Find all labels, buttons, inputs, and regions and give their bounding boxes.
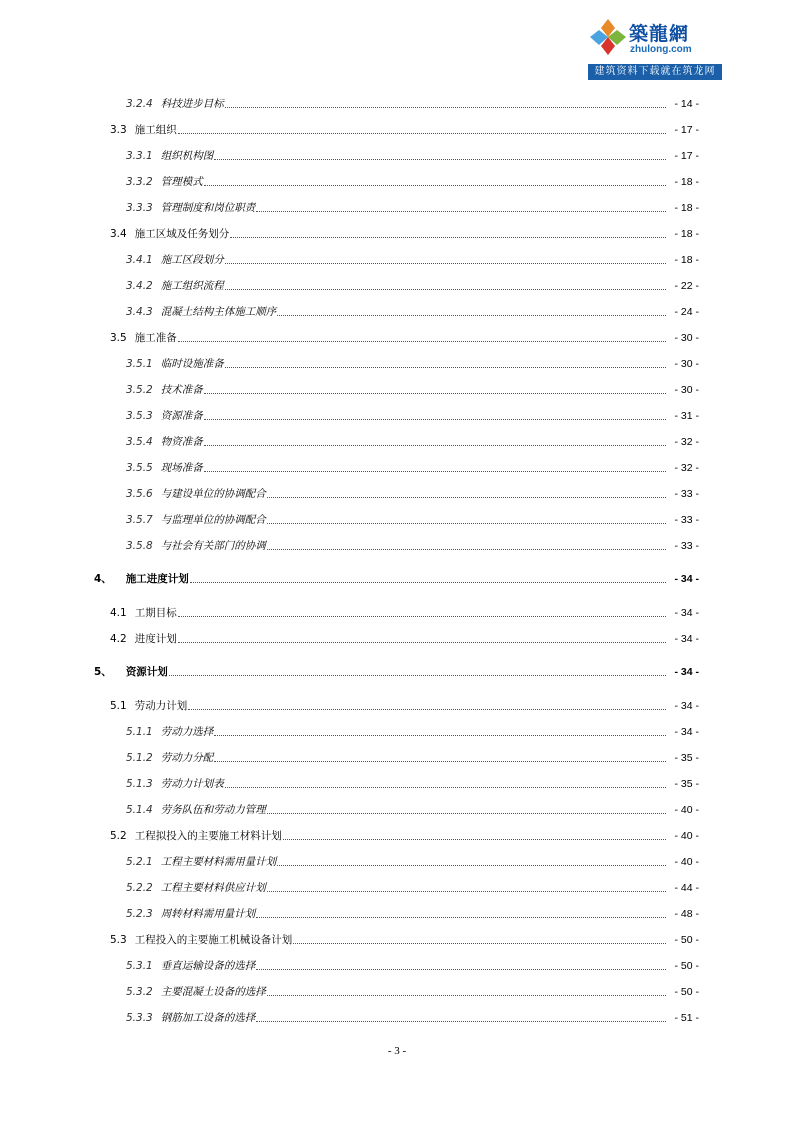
toc-title: 资源准备	[160, 410, 203, 422]
toc-entry[interactable]	[110, 699, 699, 713]
toc-page: - 17 -	[674, 150, 699, 162]
toc-number: 3.2.4	[126, 98, 153, 110]
toc-entry[interactable]	[126, 279, 699, 293]
toc-title: 劳动力分配	[160, 752, 214, 764]
toc-number: 5.3.1	[126, 960, 153, 972]
toc-entry[interactable]	[126, 959, 699, 973]
toc-page: - 34 -	[674, 633, 699, 645]
toc-entry[interactable]	[126, 985, 699, 999]
toc-entry[interactable]	[110, 606, 699, 620]
toc-page: - 33 -	[674, 540, 699, 552]
toc-entry[interactable]	[126, 725, 699, 739]
toc-leader	[204, 470, 667, 472]
toc-title: 现场准备	[160, 462, 203, 474]
toc-number: 5.1.2	[126, 752, 153, 764]
toc-page: - 18 -	[674, 254, 699, 266]
toc-title: 技术准备	[160, 384, 203, 396]
toc-leader	[225, 106, 667, 108]
toc-leader	[267, 522, 667, 524]
toc-page: - 50 -	[674, 960, 699, 972]
toc-page: - 18 -	[674, 228, 699, 240]
toc-leader	[225, 262, 667, 264]
toc-leader	[256, 1020, 666, 1022]
toc-page: - 33 -	[674, 514, 699, 526]
toc-entry[interactable]	[94, 572, 699, 586]
toc-number: 5.3.2	[126, 986, 153, 998]
toc-entry[interactable]	[126, 305, 699, 319]
toc-title: 管理制度和岗位职责	[160, 202, 256, 214]
toc-leader	[204, 444, 667, 446]
toc-leader	[293, 942, 666, 944]
toc-leader	[214, 760, 666, 762]
toc-leader	[169, 674, 667, 676]
toc-number: 3.4	[110, 228, 127, 240]
toc-leader	[283, 838, 667, 840]
toc-entry[interactable]	[110, 331, 699, 345]
toc-title: 与社会有关部门的协调	[160, 540, 266, 552]
toc-number: 3.3.1	[126, 150, 153, 162]
logo-domain: zhulong.com	[630, 44, 692, 55]
toc-title: 劳务队伍和劳动力管理	[160, 804, 266, 816]
toc-page: - 24 -	[674, 306, 699, 318]
toc-number: 5、	[94, 666, 112, 678]
toc-number: 5.1.3	[126, 778, 153, 790]
toc-entry[interactable]	[126, 201, 699, 215]
toc-page: - 40 -	[674, 804, 699, 816]
toc-title: 钢筋加工设备的选择	[160, 1012, 256, 1024]
toc-title: 施工区段划分	[160, 254, 224, 266]
toc-page: - 34 -	[674, 700, 699, 712]
toc-number: 3.5.5	[126, 462, 153, 474]
toc-page: - 44 -	[674, 882, 699, 894]
toc-title: 组织机构图	[160, 150, 214, 162]
toc-leader	[204, 392, 667, 394]
toc-page: - 40 -	[674, 856, 699, 868]
toc-leader	[204, 418, 667, 420]
toc-leader	[190, 581, 667, 583]
toc-entry[interactable]	[126, 777, 699, 791]
toc-title: 施工准备	[134, 332, 177, 344]
toc-page: - 18 -	[674, 202, 699, 214]
toc-title: 施工区域及任务划分	[134, 228, 230, 240]
toc-entry[interactable]	[126, 881, 699, 895]
toc-page: - 14 -	[674, 98, 699, 110]
toc-entry[interactable]	[126, 149, 699, 163]
toc-leader	[214, 158, 666, 160]
toc-title: 工程主要材料需用量计划	[160, 856, 277, 868]
toc-leader	[256, 210, 666, 212]
toc-entry[interactable]	[126, 435, 699, 449]
toc-leader	[277, 864, 666, 866]
toc-title: 施工组织流程	[160, 280, 224, 292]
toc-title: 资源计划	[125, 666, 168, 678]
toc-entry[interactable]	[110, 933, 699, 947]
toc-entry[interactable]	[126, 539, 699, 553]
toc-leader	[214, 734, 666, 736]
toc-entry[interactable]	[110, 632, 699, 646]
toc-entry[interactable]	[126, 409, 699, 423]
toc-page: - 31 -	[674, 410, 699, 422]
toc-page: - 30 -	[674, 332, 699, 344]
toc-title: 主要混凝土设备的选择	[160, 986, 266, 998]
toc-entry[interactable]	[94, 665, 699, 679]
toc-entry[interactable]	[126, 97, 699, 111]
toc-number: 5.2.3	[126, 908, 153, 920]
toc-title: 施工进度计划	[125, 573, 189, 585]
toc-leader	[277, 314, 666, 316]
toc-number: 3.5.3	[126, 410, 153, 422]
toc-page: - 48 -	[674, 908, 699, 920]
toc-number: 4、	[94, 573, 112, 585]
toc-leader	[204, 184, 667, 186]
toc-entry[interactable]	[126, 907, 699, 921]
toc-title: 垂直运输设备的选择	[160, 960, 256, 972]
toc-number: 5.3	[110, 934, 127, 946]
toc-page: - 34 -	[674, 726, 699, 738]
toc-title: 工期目标	[134, 607, 177, 619]
toc-leader	[256, 916, 666, 918]
toc-title: 工程投入的主要施工机械设备计划	[134, 934, 293, 946]
toc-number: 4.2	[110, 633, 127, 645]
toc-page: - 50 -	[674, 986, 699, 998]
toc-page: - 35 -	[674, 752, 699, 764]
toc-entry[interactable]	[110, 123, 699, 137]
toc-title: 与建设单位的协调配合	[160, 488, 266, 500]
page-number: - 3 -	[387, 1045, 407, 1057]
toc-entry[interactable]	[126, 253, 699, 267]
toc-number: 5.2	[110, 830, 127, 842]
toc-entry[interactable]	[126, 751, 699, 765]
toc-page: - 30 -	[674, 358, 699, 370]
toc-number: 3.4.2	[126, 280, 153, 292]
toc-leader	[188, 708, 666, 710]
toc-title: 临时设施准备	[160, 358, 224, 370]
toc-number: 3.5.8	[126, 540, 153, 552]
toc-entry[interactable]	[126, 803, 699, 817]
toc-number: 5.2.1	[126, 856, 153, 868]
toc-number: 3.5.2	[126, 384, 153, 396]
toc-entry[interactable]	[110, 227, 699, 241]
toc-number: 4.1	[110, 607, 127, 619]
toc-title: 管理模式	[160, 176, 203, 188]
toc-entry[interactable]	[126, 383, 699, 397]
toc-leader	[178, 641, 667, 643]
toc-entry[interactable]	[126, 513, 699, 527]
toc-leader	[267, 548, 667, 550]
toc-title: 劳动力选择	[160, 726, 214, 738]
toc-title: 工程拟投入的主要施工材料计划	[134, 830, 282, 842]
toc-page: - 18 -	[674, 176, 699, 188]
toc-number: 3.3.3	[126, 202, 153, 214]
toc-entry[interactable]	[126, 1011, 699, 1025]
toc-title: 工程主要材料供应计划	[160, 882, 266, 894]
toc-number: 5.3.3	[126, 1012, 153, 1024]
toc-entry[interactable]	[126, 487, 699, 501]
toc-leader	[178, 340, 667, 342]
toc-title: 进度计划	[134, 633, 177, 645]
toc-leader	[256, 968, 666, 970]
toc-page: - 32 -	[674, 462, 699, 474]
toc-number: 3.5.6	[126, 488, 153, 500]
toc-title: 劳动力计划	[134, 700, 188, 712]
toc-page: - 34 -	[674, 666, 699, 678]
toc-number: 5.1	[110, 700, 127, 712]
toc-leader	[267, 496, 667, 498]
toc-entry[interactable]	[126, 357, 699, 371]
toc-number: 3.3	[110, 124, 127, 136]
toc-leader	[267, 890, 667, 892]
toc-page: - 32 -	[674, 436, 699, 448]
toc-leader	[178, 615, 667, 617]
toc-title: 科技进步目标	[160, 98, 224, 110]
toc-leader	[267, 812, 667, 814]
toc-number: 3.3.2	[126, 176, 153, 188]
toc-title: 与监理单位的协调配合	[160, 514, 266, 526]
logo-slogan: 建筑资料下载就在筑龙网	[588, 64, 722, 80]
toc-title: 周转材料需用量计划	[160, 908, 256, 920]
toc-leader	[225, 288, 667, 290]
toc-title: 混凝土结构主体施工顺序	[160, 306, 277, 318]
toc-title: 施工组织	[134, 124, 177, 136]
toc-page: - 40 -	[674, 830, 699, 842]
toc-page: - 35 -	[674, 778, 699, 790]
toc-entry[interactable]	[126, 855, 699, 869]
toc-leader	[225, 786, 667, 788]
logo-name: 築龍網	[629, 23, 690, 45]
toc-leader	[178, 132, 667, 134]
toc-number: 5.1.4	[126, 804, 153, 816]
toc-number: 3.5	[110, 332, 127, 344]
toc-leader	[225, 366, 667, 368]
toc-number: 3.5.4	[126, 436, 153, 448]
toc-entry[interactable]	[126, 461, 699, 475]
toc-title: 劳动力计划表	[160, 778, 224, 790]
toc-page: - 34 -	[674, 607, 699, 619]
toc-page: - 50 -	[674, 934, 699, 946]
toc-entry[interactable]	[110, 829, 699, 843]
toc-page: - 17 -	[674, 124, 699, 136]
toc-title: 物资准备	[160, 436, 203, 448]
toc-number: 5.2.2	[126, 882, 153, 894]
toc-number: 5.1.1	[126, 726, 153, 738]
toc-leader	[267, 994, 667, 996]
toc-page: - 22 -	[674, 280, 699, 292]
toc-number: 3.4.1	[126, 254, 153, 266]
toc-leader	[230, 236, 666, 238]
toc-page: - 30 -	[674, 384, 699, 396]
toc-page: - 33 -	[674, 488, 699, 500]
toc-page: - 51 -	[674, 1012, 699, 1024]
toc-number: 3.4.3	[126, 306, 153, 318]
toc-page: - 34 -	[674, 573, 699, 585]
toc-number: 3.5.1	[126, 358, 153, 370]
toc-number: 3.5.7	[126, 514, 153, 526]
toc-entry[interactable]	[126, 175, 699, 189]
